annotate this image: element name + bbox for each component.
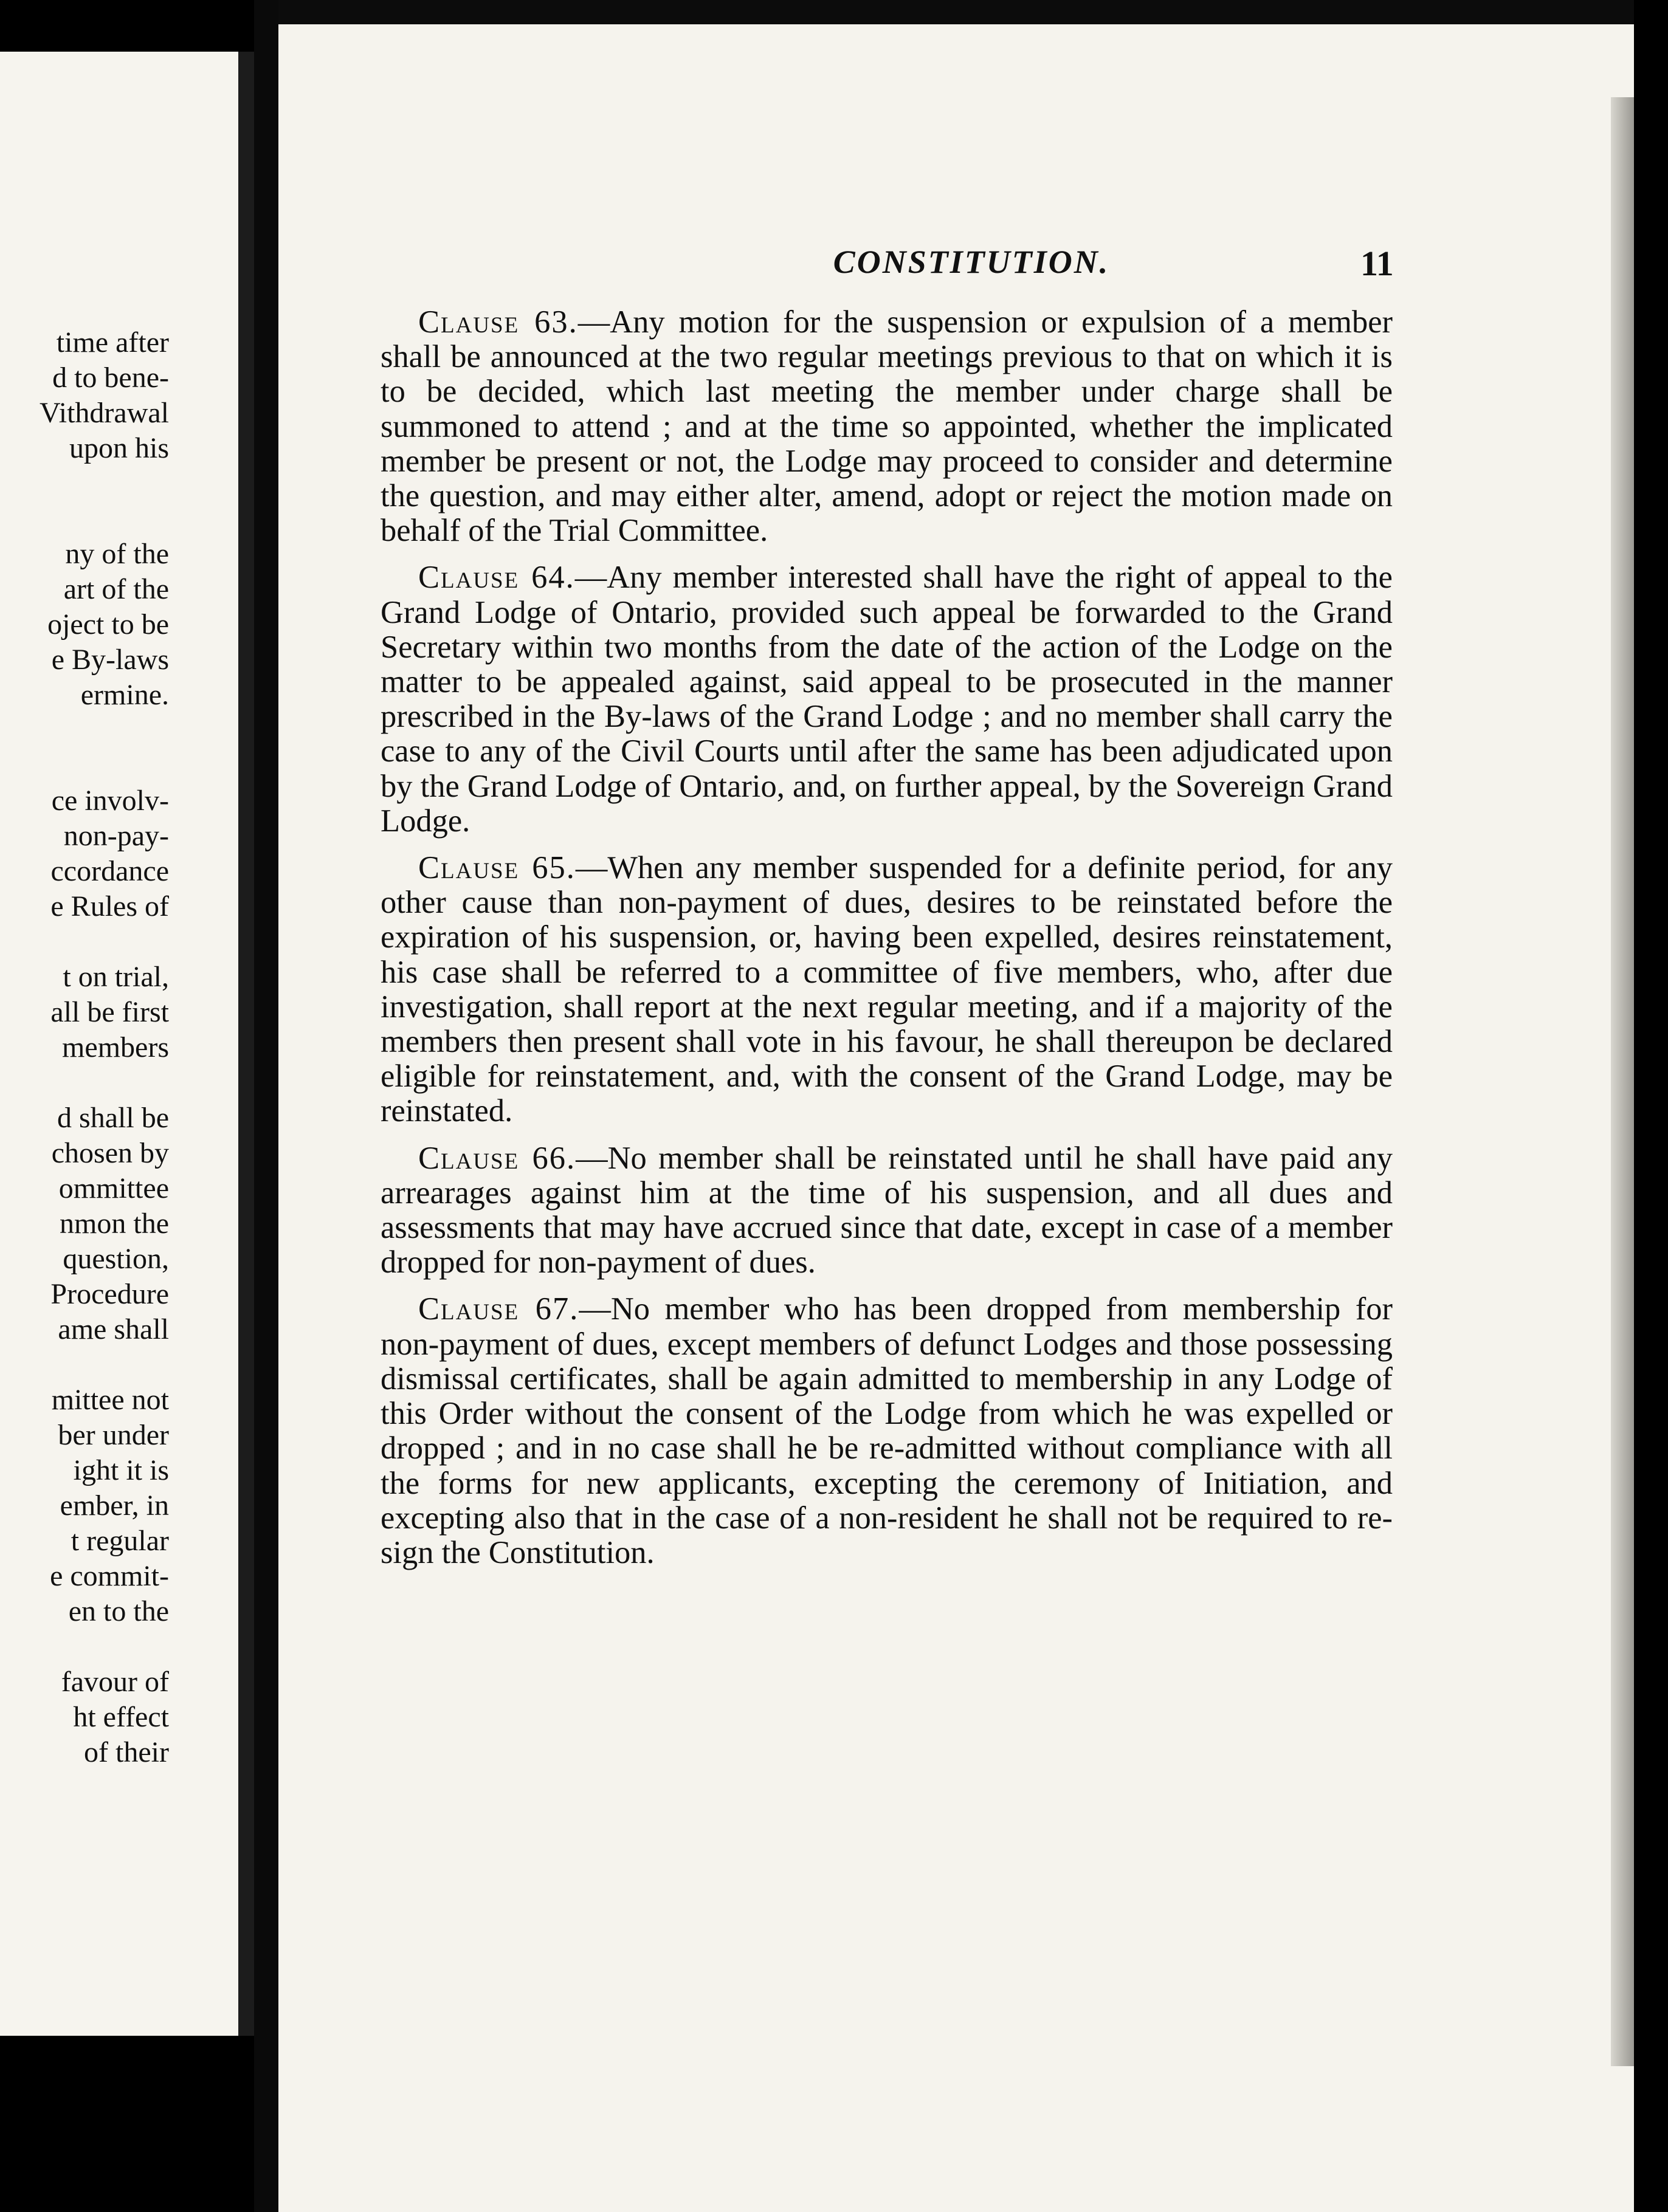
- left-page-line: ber under: [58, 1419, 169, 1451]
- left-page-line: d shall be: [57, 1102, 169, 1134]
- clause-text: —No member who has been dropped from membership for non-payment of dues, except members of defunct Lodges and those possessing dismissal certificates, shall be again admitted to membership in any Lodge of this Order without the consent of the Lodge from which he was expelled or dropped ; and in no case shall he be re-admitted without compliance with all the forms for new applicants, excepting the ceremony of Initiation, and excepting also that in the case of a non-resident he shall not be required to re-sign the Constitution.: [381, 1291, 1393, 1570]
- left-page-blank-line: [0, 466, 169, 501]
- clause-text: —No member shall be reinstated until he shall have paid any arrearages against him at the time of his suspension, and all dues and assessments that may have accrued since that date, except in case of a member dropped for non-payment of dues.: [381, 1140, 1393, 1280]
- left-page-blank-line: [0, 1629, 169, 1664]
- clause-label: Clause 66.: [418, 1140, 576, 1176]
- left-page-fragment: [0, 52, 254, 2036]
- clause-text: —Any motion for the suspension or expulsion of a member shall be announced at the two regular meetings previous to that on which it is to be decided, which last meeting the member under charge shall be summoned to attend ; and at the time so appointed, whether the implicated member be present or not, the Lodge may proceed to consider and determine the question, and may either alter, amend, adopt or reject the motion made on behalf of the Trial Committee.: [381, 304, 1393, 549]
- clause-66: [381, 1141, 1393, 1280]
- left-page-gutter-shadow: [238, 52, 254, 2036]
- left-page-line: t regular: [71, 1525, 169, 1557]
- left-page-blank-line: [0, 713, 169, 748]
- left-page-line: favour of: [61, 1666, 169, 1698]
- left-page-text: [0, 325, 169, 1770]
- clause-text: —Any member interested shall have the right of appeal to the Grand Lodge of Ontario, provided such appeal be forwarded to the Grand Secretary within two months from the date of the action of the Lodge on the matter to be appealed against, said appeal to be prosecuted in the manner prescribed in the By-laws of the Grand Lodge ; and no member shall carry the case to any of the Civil Courts until after the same has been adjudicated upon by the Grand Lodge of Ontario, and, on further appeal, by the Sovereign Grand Lodge.: [381, 560, 1393, 839]
- left-page-line: Vithdrawal: [39, 397, 169, 429]
- left-page-line: of their: [84, 1736, 169, 1768]
- left-page-line: upon his: [69, 432, 169, 464]
- right-page: [278, 0, 1634, 2212]
- left-page-line: mittee not: [51, 1384, 169, 1416]
- left-page-blank-line: [0, 501, 169, 537]
- left-page-line: all be first: [50, 996, 169, 1028]
- top-margin-shadow: [278, 0, 1634, 24]
- left-page-line: Procedure: [50, 1278, 169, 1310]
- left-page-line: non-pay-: [63, 820, 169, 852]
- clause-67: [381, 1292, 1393, 1570]
- left-page-line: members: [62, 1031, 169, 1063]
- page-number: 11: [1360, 244, 1394, 283]
- clause-list: [381, 305, 1393, 1582]
- clause-text: —When any member suspended for a definite period, for any other cause than non-payment of dues, desires to be reinstated before the expiration of his suspension, or, having been expelled, desires reinstatement, his case shall be referred to a committee of five members, who, after due investigation, shall report at the next regular meeting, and if a majority of the members then present shall vote in his favour, he shall thereupon be declared eligible for reinstatement, and, with the consent of the Grand Lodge, may be reinstated.: [381, 850, 1393, 1129]
- left-page-blank-line: [0, 1347, 169, 1382]
- left-page-line: question,: [63, 1243, 169, 1275]
- running-head: [278, 243, 1616, 286]
- left-page-line: en to the: [68, 1595, 169, 1627]
- left-page-blank-line: [0, 924, 169, 960]
- left-page-line: chosen by: [51, 1137, 169, 1169]
- left-page-line: ce involv-: [51, 785, 169, 817]
- left-page-line: ht effect: [73, 1701, 169, 1733]
- clause-label: Clause 65.: [418, 850, 576, 886]
- left-page-blank-line: [0, 1065, 169, 1101]
- clause-64: [381, 560, 1393, 839]
- clause-label: Clause 67.: [418, 1291, 579, 1327]
- left-page-line: e Rules of: [50, 890, 169, 922]
- left-page-line: ommittee: [58, 1172, 169, 1204]
- left-page-line: art of the: [63, 573, 169, 605]
- left-page-line: ame shall: [58, 1313, 169, 1345]
- book-spine: [254, 0, 278, 2212]
- left-page-line: e commit-: [50, 1560, 169, 1592]
- left-page-line: ccordance: [50, 855, 169, 887]
- left-page-blank-line: [0, 748, 169, 783]
- clause-label: Clause 64.: [418, 560, 575, 596]
- left-page-line: ny of the: [65, 538, 169, 570]
- left-page-line: ember, in: [60, 1489, 169, 1522]
- left-page-line: oject to be: [47, 608, 169, 641]
- left-page-line: t on trial,: [63, 961, 169, 993]
- left-page-line: time after: [56, 326, 169, 359]
- left-page-line: e By-laws: [51, 644, 169, 676]
- page-edge-shadow: [1611, 97, 1634, 2066]
- left-page-line: d to bene-: [52, 362, 169, 394]
- left-page-line: ermine.: [80, 679, 169, 711]
- clause-63: [381, 305, 1393, 548]
- running-title: CONSTITUTION.: [833, 244, 1110, 280]
- clause-label: Clause 63.: [418, 304, 578, 340]
- left-page-line: ight it is: [73, 1454, 169, 1486]
- left-page-line: nmon the: [60, 1207, 169, 1240]
- clause-65: [381, 851, 1393, 1129]
